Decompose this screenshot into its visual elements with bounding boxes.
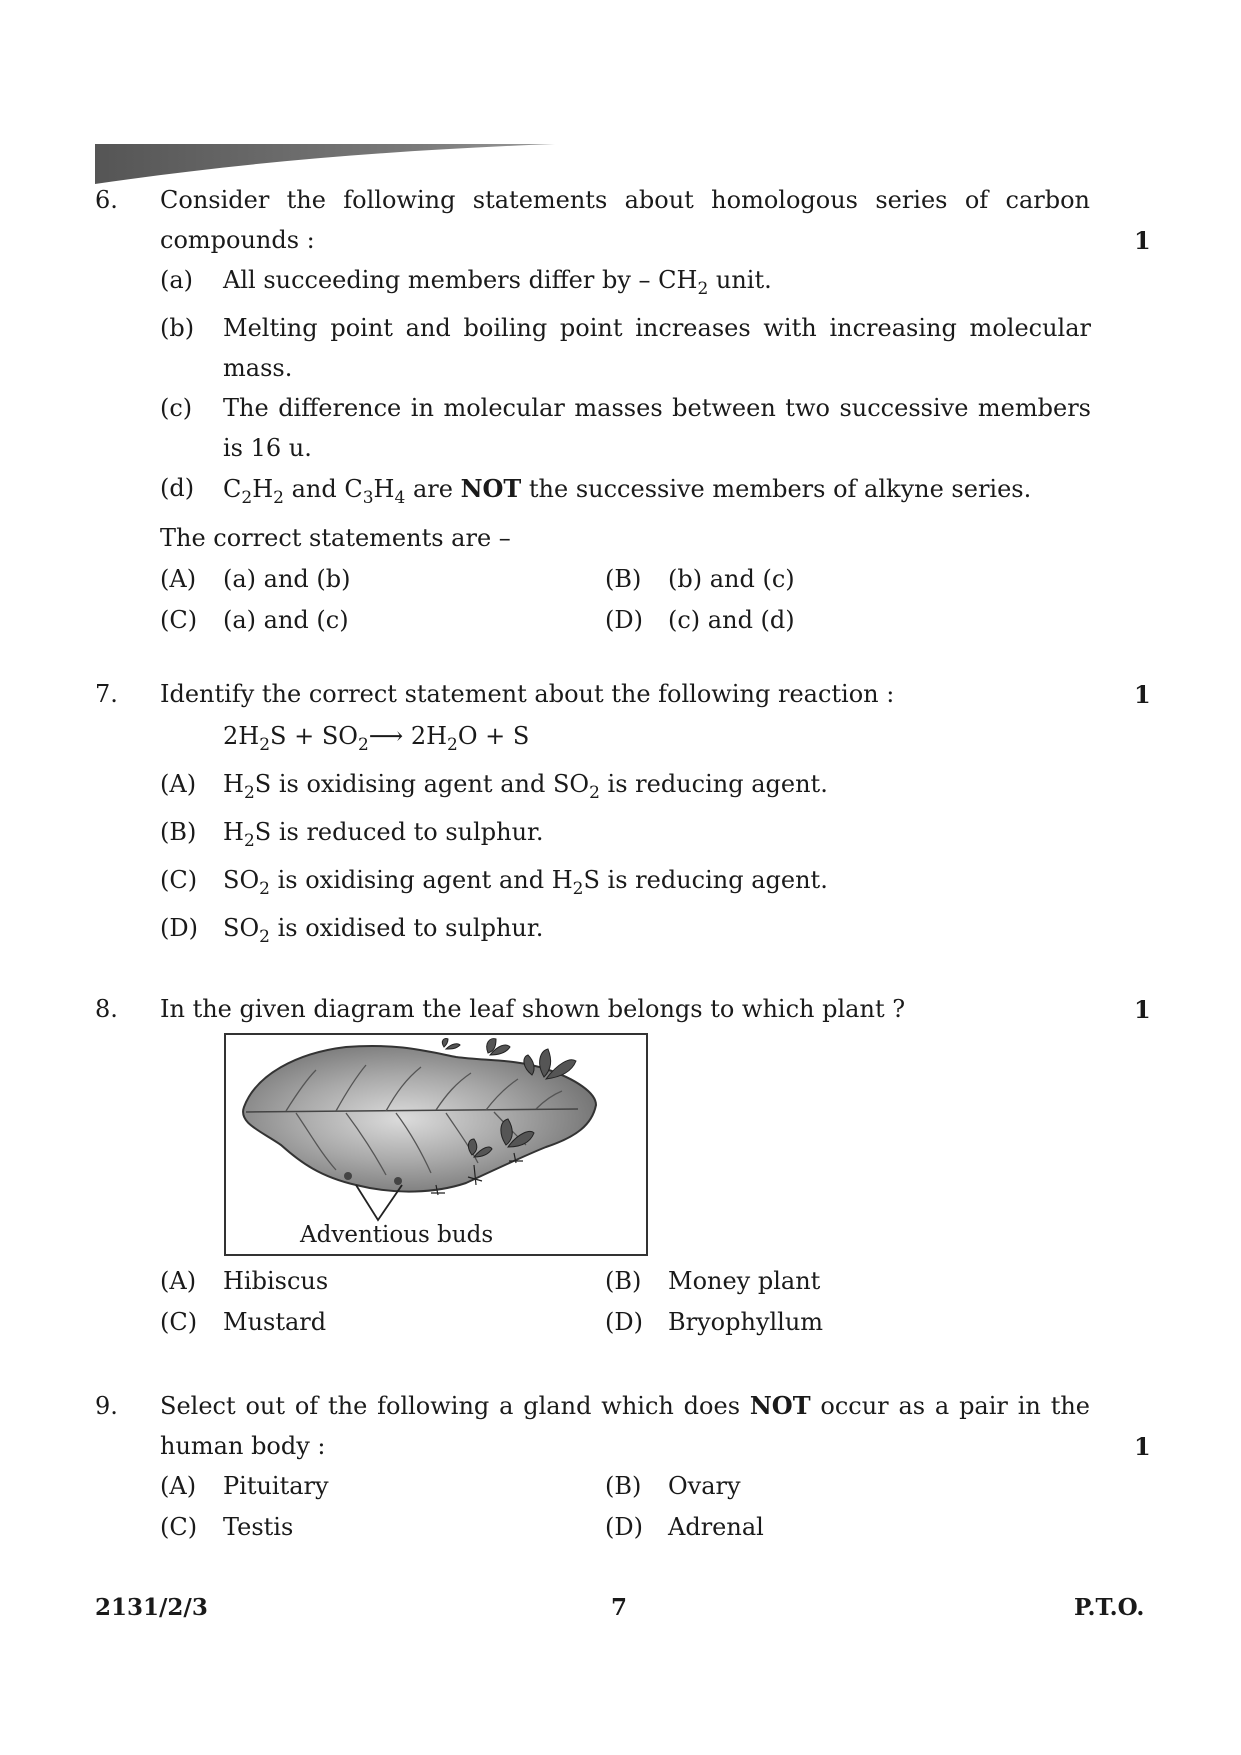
marks: 1: [1134, 995, 1151, 1024]
option-label: (A): [160, 565, 197, 593]
option-label: (A): [160, 770, 197, 798]
option-label: (B): [605, 565, 642, 593]
statement-c-text: The difference in molecular masses between two successive members: [223, 394, 1091, 422]
statement-label: (b): [160, 314, 195, 342]
statement-label: (d): [160, 474, 195, 502]
question-number: 8.: [95, 995, 118, 1023]
please-turn-over: P.T.O.: [1074, 1594, 1145, 1621]
option-text: Ovary: [668, 1472, 741, 1500]
marks: 1: [1134, 680, 1151, 709]
option-text: (b) and (c): [668, 565, 795, 593]
option-text: $SO_2$ is oxidising agent and $H_2S$ is reducing agent.: [223, 866, 828, 899]
option-label: (B): [605, 1267, 642, 1295]
question-stem: In the given diagram the leaf shown belongs to which plant ?: [160, 995, 906, 1023]
option-label: (C): [160, 1308, 198, 1336]
question-stem-continued: human body :: [160, 1432, 326, 1460]
option-text: Hibiscus: [223, 1267, 329, 1295]
question-stem-continued: compounds :: [160, 226, 315, 254]
marks: 1: [1134, 226, 1151, 255]
option-text: Pituitary: [223, 1472, 329, 1500]
statement-label: (c): [160, 394, 193, 422]
option-label: (A): [160, 1472, 197, 1500]
option-text: (a) and (c): [223, 606, 349, 634]
option-label: (A): [160, 1267, 197, 1295]
option-label: (D): [605, 1513, 643, 1541]
paper-code: 2131/2/3: [95, 1594, 208, 1621]
question-number: 7.: [95, 680, 118, 708]
option-text: Bryophyllum: [668, 1308, 824, 1336]
statement-b-text: Melting point and boiling point increases with increasing molecular: [223, 314, 1091, 342]
option-text: $H_2S$ is reduced to sulphur.: [223, 818, 544, 851]
page-number: 7: [611, 1594, 628, 1621]
option-label: (C): [160, 1513, 198, 1541]
question-prompt: The correct statements are –: [160, 524, 511, 552]
statement-c-text-continued: is 16 u.: [223, 434, 312, 462]
chemical-equation: $2H_2S$ + $SO_2⟶$ $2H_2O + S$: [223, 722, 530, 755]
question-stem: Consider the following statements about homologous series of carbon: [160, 186, 1090, 214]
option-label: (C): [160, 606, 198, 634]
option-label: (D): [605, 1308, 643, 1336]
option-text: $H_2S$ is oxidising agent and $SO_2$ is reducing agent.: [223, 770, 828, 803]
question-stem: Select out of the following a gland which does NOT occur as a pair in the: [160, 1391, 1090, 1420]
marks: 1: [1134, 1432, 1151, 1461]
option-text: (c) and (d): [668, 606, 795, 634]
statement-a-text: All succeeding members differ by – $CH_2$ unit.: [223, 266, 772, 299]
option-text: Mustard: [223, 1308, 327, 1336]
option-text: Money plant: [668, 1267, 821, 1295]
header-decorative-bar: [95, 144, 555, 184]
question-stem: Identify the correct statement about the following reaction :: [160, 680, 895, 708]
statement-label: (a): [160, 266, 194, 294]
option-text: (a) and (b): [223, 565, 351, 593]
option-label: (B): [605, 1472, 642, 1500]
option-label: (B): [160, 818, 197, 846]
question-number: 9.: [95, 1392, 118, 1420]
option-label: (D): [160, 914, 198, 942]
option-label: (C): [160, 866, 198, 894]
option-text: Adrenal: [668, 1513, 764, 1541]
statement-d-text: $C_2H_2$ and $C_3H_4$ are NOT the successive members of alkyne series.: [223, 474, 1032, 508]
diagram-caption: Adventious buds: [300, 1222, 494, 1248]
statement-b-text-continued: mass.: [223, 354, 293, 382]
option-label: (D): [605, 606, 643, 634]
option-text: Testis: [223, 1513, 294, 1541]
option-text: $SO_2$ is oxidised to sulphur.: [223, 914, 544, 947]
question-number: 6.: [95, 186, 118, 214]
